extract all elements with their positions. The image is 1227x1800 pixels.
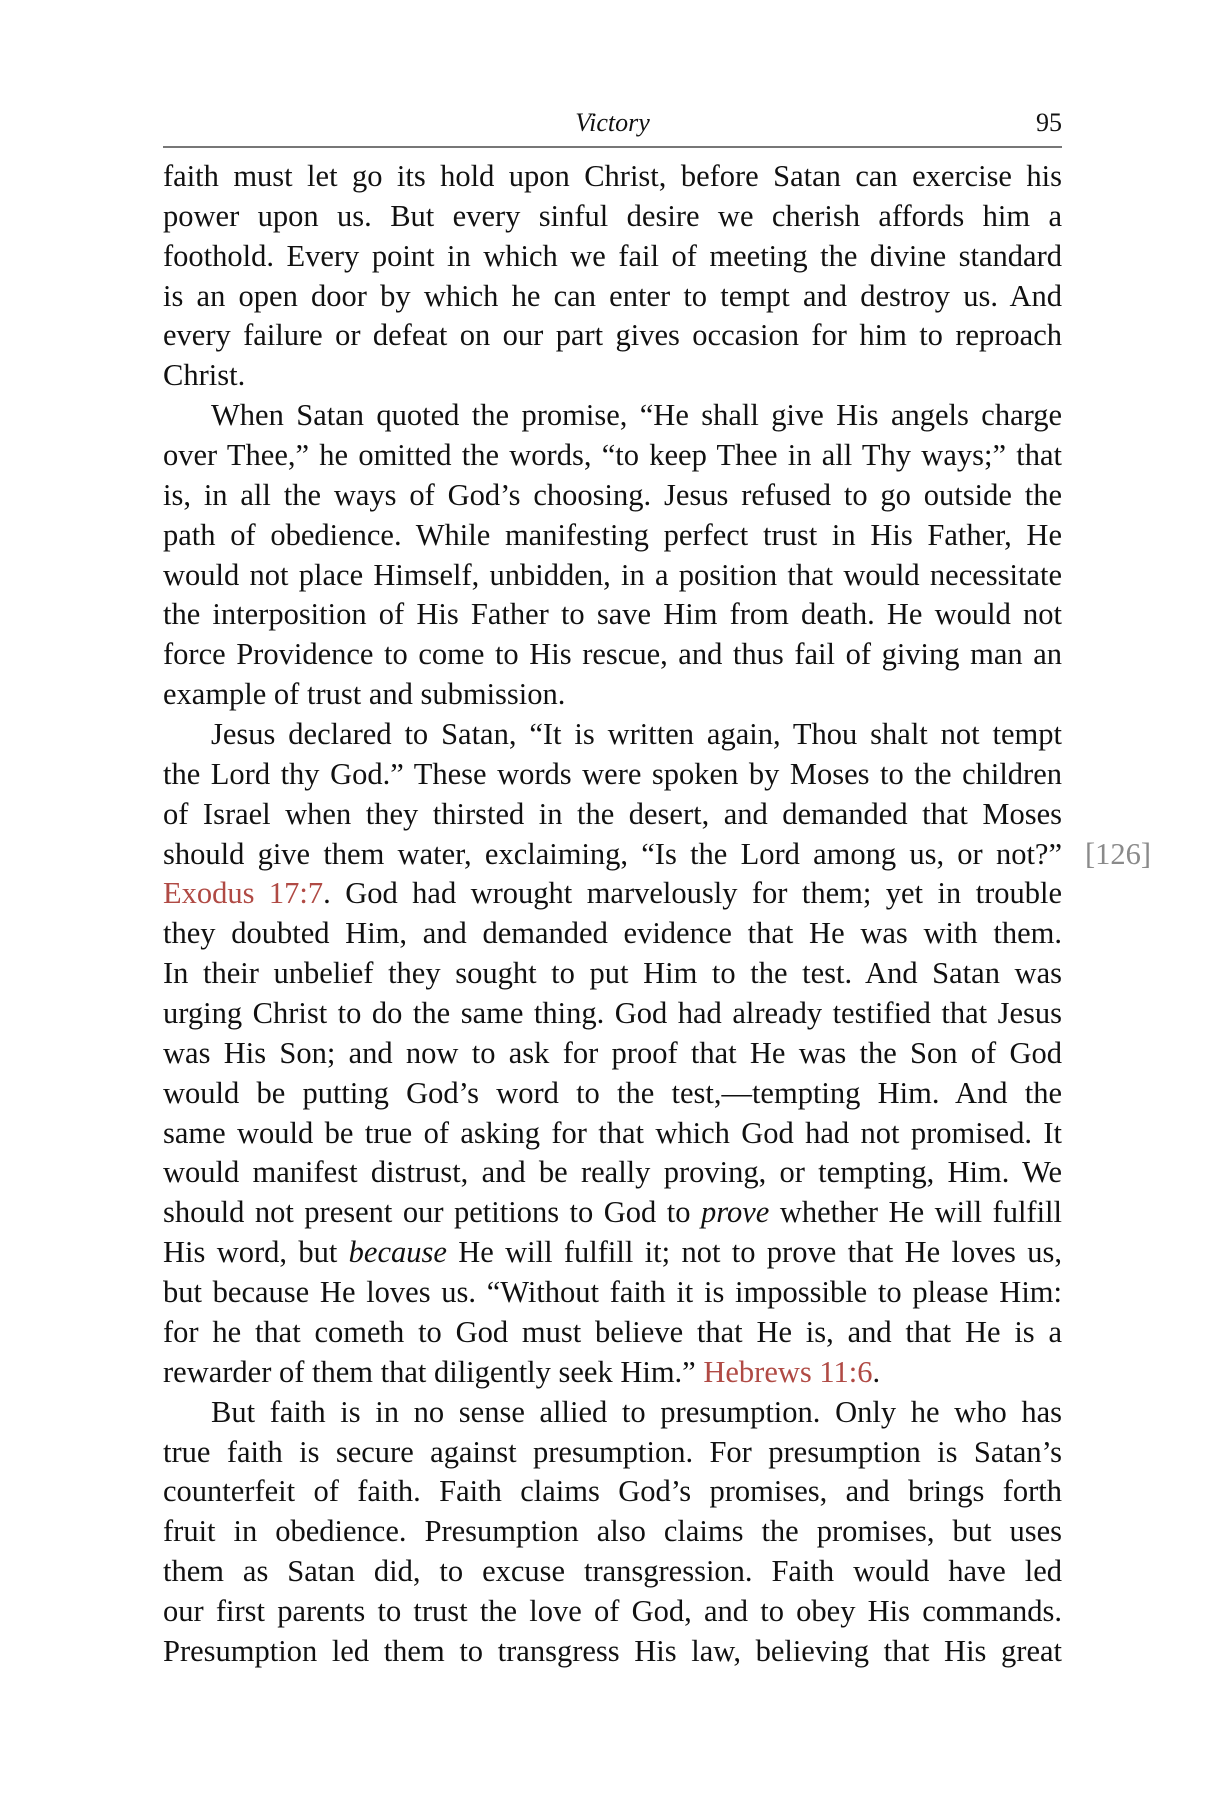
text-line bbox=[163, 1632, 1062, 1672]
text-segment: Christ. bbox=[163, 358, 246, 393]
text-segment: fruit in obedience. Presumption also claims the promises, but uses bbox=[163, 1514, 1062, 1549]
text-line bbox=[163, 1313, 1062, 1353]
text-segment: should not present our petitions to God to bbox=[163, 1195, 702, 1230]
text-line bbox=[163, 476, 1062, 516]
text-segment: is, in all the ways of God’s choosing. Jesus refused to go outside the bbox=[163, 477, 1062, 512]
text-line bbox=[163, 556, 1062, 596]
text-segment: our first parents to trust the love of God, and to obey His commands. bbox=[163, 1593, 1062, 1628]
text-line bbox=[163, 1034, 1062, 1074]
text-line bbox=[163, 595, 1062, 635]
text-line bbox=[163, 237, 1062, 277]
text-line bbox=[163, 835, 1152, 875]
text-segment: over Thee,” he omitted the words, “to keep Thee in all Thy ways;” that bbox=[163, 438, 1062, 473]
text-segment: would not place Himself, unbidden, in a position that would necessitate bbox=[163, 557, 1062, 592]
text-line bbox=[163, 1153, 1062, 1193]
header-rule bbox=[163, 146, 1062, 148]
text-line bbox=[163, 675, 1062, 715]
text-line bbox=[163, 795, 1062, 835]
text-segment: When Satan quoted the promise, “He shall give His angels charge bbox=[211, 398, 1062, 433]
page-number: 95 bbox=[1036, 108, 1062, 137]
text-segment: the interposition of His Father to save Him from death. He would not bbox=[163, 597, 1062, 632]
text-line bbox=[163, 1433, 1062, 1473]
scripture-reference-link[interactable]: Exodus 17:7 bbox=[163, 876, 324, 911]
text-segment: He will fulfill it; not to prove that He loves us, bbox=[446, 1235, 1062, 1270]
text-line bbox=[163, 1552, 1062, 1592]
text-segment: for he that cometh to God must believe that He is, and that He is a bbox=[163, 1314, 1062, 1349]
text-line bbox=[163, 715, 1062, 755]
text-segment: example of trust and submission. bbox=[163, 677, 566, 712]
text-line bbox=[163, 914, 1062, 954]
text-segment: counterfeit of faith. Faith claims God’s promises, and brings forth bbox=[163, 1474, 1062, 1509]
text-segment: path of obedience. While manifesting perfect trust in His Father, He bbox=[163, 517, 1062, 552]
text-line bbox=[163, 1393, 1062, 1433]
text-segment: they doubted Him, and demanded evidence that He was with them. bbox=[163, 916, 1062, 951]
text-segment: foothold. Every point in which we fail of meeting the divine standard bbox=[163, 238, 1062, 273]
text-segment: them as Satan did, to excuse transgression. Faith would have led bbox=[163, 1554, 1062, 1589]
text-segment: Presumption led them to transgress His law, believing that His great bbox=[163, 1633, 1062, 1668]
text-segment: His word, but bbox=[163, 1235, 349, 1270]
text-segment: is an open door by which he can enter to tempt and destroy us. And bbox=[163, 278, 1062, 313]
text-line bbox=[163, 316, 1062, 356]
text-segment: force Providence to come to His rescue, and thus fail of giving man an bbox=[163, 637, 1062, 672]
text-line bbox=[163, 1074, 1062, 1114]
text-line bbox=[163, 954, 1062, 994]
text-segment: would manifest distrust, and be really proving, or tempting, Him. We bbox=[163, 1155, 1062, 1190]
scripture-reference-link[interactable]: Hebrews 11:6 bbox=[703, 1354, 873, 1389]
text-segment: power upon us. But every sinful desire we cherish affords him a bbox=[163, 198, 1062, 233]
page-body-text bbox=[163, 157, 1152, 1672]
text-segment: In their unbelief they sought to put Him to the test. And Satan was bbox=[163, 956, 1062, 991]
emphasis-text: because bbox=[348, 1235, 447, 1270]
chapter-title: Victory bbox=[575, 108, 650, 137]
text-segment: whether He will fulfill bbox=[769, 1195, 1062, 1230]
text-line bbox=[163, 1233, 1062, 1273]
text-segment: the Lord thy God.” These words were spoken by Moses to the children bbox=[163, 756, 1062, 791]
text-line bbox=[163, 356, 1062, 396]
text-segment: should give them water, exclaiming, “Is the Lord among us, or not?” bbox=[163, 836, 1062, 871]
text-line bbox=[163, 635, 1062, 675]
text-line bbox=[163, 157, 1062, 197]
text-line bbox=[163, 1353, 1062, 1393]
running-header bbox=[163, 108, 1062, 142]
text-segment: faith must let go its hold upon Christ, before Satan can exercise his bbox=[163, 159, 1062, 193]
text-segment: of Israel when they thirsted in the desert, and demanded that Moses bbox=[163, 796, 1062, 831]
text-line bbox=[163, 755, 1062, 795]
text-line bbox=[163, 994, 1062, 1034]
text-segment: But faith is in no sense allied to presumption. Only he who has bbox=[211, 1394, 1062, 1429]
text-segment: but because He loves us. “Without faith it is impossible to please Him: bbox=[163, 1275, 1062, 1310]
text-segment: every failure or defeat on our part gives occasion for him to reproach bbox=[163, 318, 1062, 353]
text-line bbox=[163, 277, 1062, 317]
margin-page-reference: [126] bbox=[1085, 836, 1152, 871]
text-line bbox=[163, 436, 1062, 476]
text-segment: Jesus declared to Satan, “It is written again, Thou shalt not tempt bbox=[211, 717, 1062, 752]
text-segment: urging Christ to do the same thing. God had already testified that Jesus bbox=[163, 996, 1062, 1031]
text-line bbox=[163, 1193, 1062, 1233]
text-line bbox=[163, 197, 1062, 237]
text-segment: . bbox=[872, 1354, 881, 1389]
text-line bbox=[163, 1273, 1062, 1313]
text-segment: . God had wrought marvelously for them; yet in trouble bbox=[323, 876, 1062, 911]
text-line bbox=[163, 1114, 1062, 1154]
text-segment: true faith is secure against presumption. For presumption is Satan’s bbox=[163, 1434, 1062, 1469]
text-line bbox=[163, 1592, 1062, 1632]
text-segment: would be putting God’s word to the test,—tempting Him. And the bbox=[163, 1075, 1062, 1110]
text-segment: same would be true of asking for that which God had not promised. It bbox=[163, 1115, 1062, 1150]
text-segment: rewarder of them that diligently seek Him.” bbox=[163, 1354, 704, 1389]
text-line bbox=[163, 874, 1062, 914]
emphasis-text: prove bbox=[701, 1195, 770, 1230]
text-line bbox=[163, 516, 1062, 556]
text-segment: was His Son; and now to ask for proof that He was the Son of God bbox=[163, 1035, 1062, 1070]
text-line bbox=[163, 1472, 1062, 1512]
text-line bbox=[163, 1512, 1062, 1552]
text-line bbox=[163, 396, 1062, 436]
